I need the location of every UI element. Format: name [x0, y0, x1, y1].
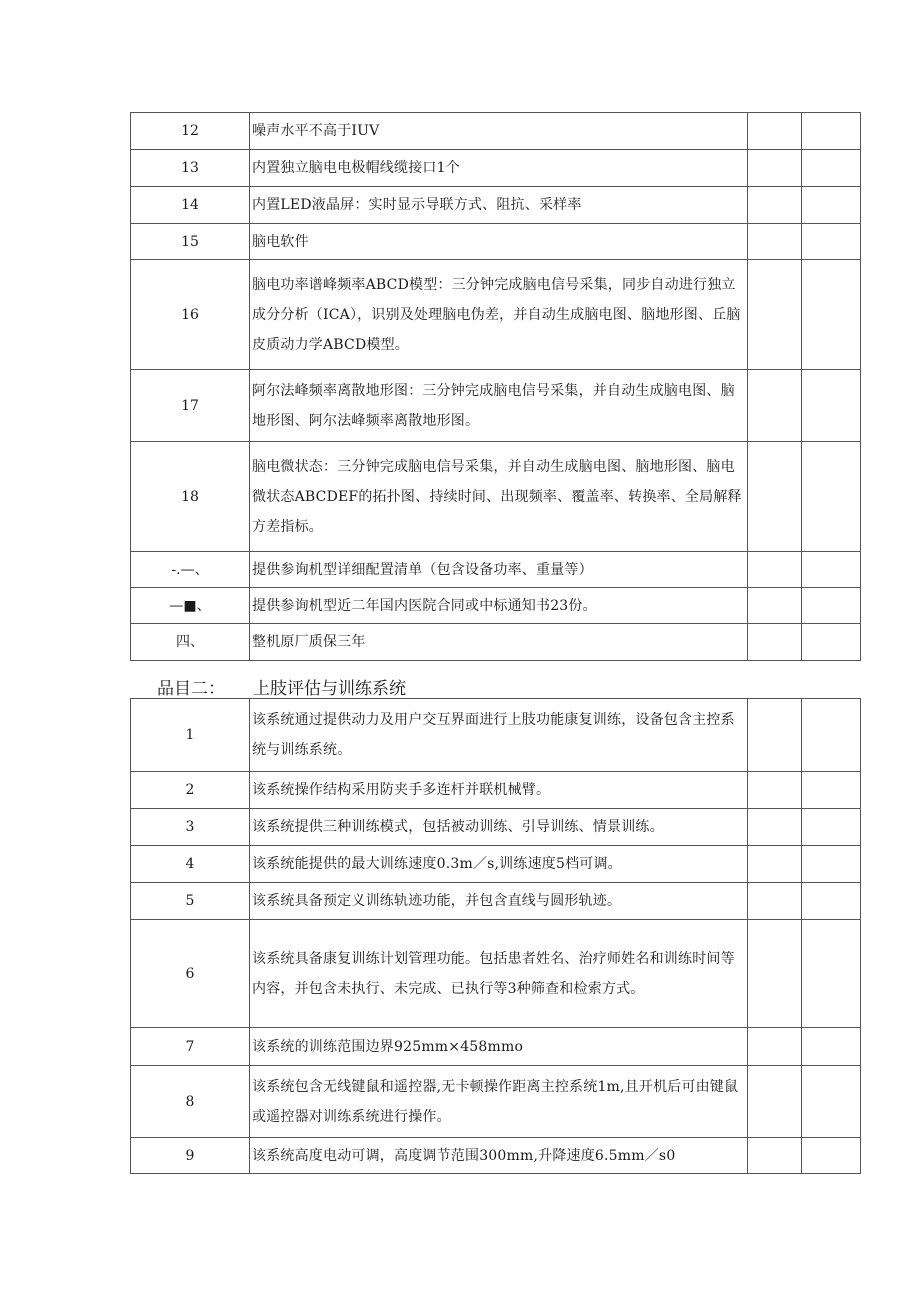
- row-text: 该系统通过提供动力及用户交互界面进行上肢功能康复训练，设备包含主控系统与训练系统。: [250, 699, 748, 772]
- blank-cell: [802, 699, 861, 772]
- row-number: 12: [131, 113, 250, 150]
- blank-cell: [802, 1138, 861, 1174]
- blank-cell: [802, 846, 861, 883]
- spec-table-part-a: [130, 112, 861, 661]
- row-text: 阿尔法峰频率离散地形图：三分钟完成脑电信号采集，并自动生成脑电图、脑地形图、阿尔法峰频率离散地形图。: [250, 370, 748, 442]
- section-heading: [130, 674, 860, 698]
- row-number: 2: [131, 772, 250, 809]
- blank-cell: [802, 150, 861, 187]
- row-text: 该系统具备康复训练计划管理功能。包括患者姓名、治疗师姓名和训练时间等内容，并包含未执行、未完成、已执行等3种筛查和检索方式。: [250, 920, 748, 1028]
- blank-cell: [802, 224, 861, 260]
- table-row: [131, 552, 861, 588]
- blank-cell: [802, 113, 861, 150]
- row-number: 7: [131, 1028, 250, 1066]
- row-number: 4: [131, 846, 250, 883]
- row-number: 5: [131, 883, 250, 920]
- blank-cell: [802, 1028, 861, 1066]
- row-number: 8: [131, 1066, 250, 1138]
- blank-cell: [802, 883, 861, 920]
- blank-cell: [748, 187, 802, 224]
- blank-cell: [748, 260, 802, 370]
- table-row: [131, 1138, 861, 1174]
- row-text: 该系统操作结构采用防夹手多连杆并联机械臂。: [250, 772, 748, 809]
- blank-cell: [748, 920, 802, 1028]
- row-number: 13: [131, 150, 250, 187]
- row-text: 该系统的训练范围边界925mm×458mmo: [250, 1028, 748, 1066]
- table-row: [131, 113, 861, 150]
- blank-cell: [802, 552, 861, 588]
- blank-cell: [748, 113, 802, 150]
- blank-cell: [748, 224, 802, 260]
- row-text: 提供参询机型近二年国内医院合同或中标通知书23份。: [250, 588, 748, 624]
- blank-cell: [748, 699, 802, 772]
- row-number: 3: [131, 809, 250, 846]
- blank-cell: [748, 809, 802, 846]
- blank-cell: [748, 588, 802, 624]
- table-row: [131, 150, 861, 187]
- table-row: [131, 187, 861, 224]
- row-text: 该系统包含无线键鼠和遥控器,无卡顿操作距离主控系统1m,且开机后可由键鼠或遥控器对训练系统进行操作。: [250, 1066, 748, 1138]
- row-text: 脑电功率谱峰频率ABCD模型：三分钟完成脑电信号采集，同步自动进行独立成分分析（ICA），识别及处理脑电伪差，并自动生成脑电图、脑地形图、丘脑皮质动力学ABCD模型。: [250, 260, 748, 370]
- blank-cell: [802, 1066, 861, 1138]
- blank-cell: [748, 846, 802, 883]
- table-row: [131, 809, 861, 846]
- blank-cell: [748, 552, 802, 588]
- blank-cell: [748, 883, 802, 920]
- blank-cell: [748, 1028, 802, 1066]
- section-title-text: 上肢评估与训练系统: [253, 679, 406, 699]
- blank-cell: [802, 920, 861, 1028]
- row-number: 9: [131, 1138, 250, 1174]
- table-row: [131, 224, 861, 260]
- table-row: [131, 1028, 861, 1066]
- blank-cell: [748, 150, 802, 187]
- blank-cell: [802, 588, 861, 624]
- table-row: [131, 772, 861, 809]
- table-row: [131, 370, 861, 442]
- row-text: 该系统能提供的最大训练速度0.3m／s,训练速度5档可调。: [250, 846, 748, 883]
- table-row: [131, 846, 861, 883]
- spec-table-part-b: [130, 698, 861, 1174]
- table-row: [131, 1066, 861, 1138]
- row-number: 15: [131, 224, 250, 260]
- row-text: 噪声水平不高于IUV: [250, 113, 748, 150]
- row-number: 16: [131, 260, 250, 370]
- blank-cell: [802, 442, 861, 552]
- row-text: 内置独立脑电电极帽线缆接口1个: [250, 150, 748, 187]
- blank-cell: [748, 370, 802, 442]
- blank-cell: [802, 624, 861, 661]
- row-text: 提供参询机型详细配置清单（包含设备功率、重量等）: [250, 552, 748, 588]
- row-text: 整机原厂质保三年: [250, 624, 748, 661]
- blank-cell: [748, 772, 802, 809]
- table-row: [131, 260, 861, 370]
- blank-cell: [802, 260, 861, 370]
- table-row: [131, 920, 861, 1028]
- blank-cell: [748, 442, 802, 552]
- section-label: 品目二：: [157, 679, 225, 699]
- row-text: 该系统具备预定义训练轨迹功能，并包含直线与圆形轨迹。: [250, 883, 748, 920]
- blank-cell: [802, 772, 861, 809]
- row-number: -.—、: [131, 552, 250, 588]
- blank-cell: [748, 1138, 802, 1174]
- row-number: 17: [131, 370, 250, 442]
- row-number: —■、: [131, 588, 250, 624]
- table-row: [131, 442, 861, 552]
- row-number: 18: [131, 442, 250, 552]
- row-number: 四、: [131, 624, 250, 661]
- row-number: 6: [131, 920, 250, 1028]
- row-text: 内置LED液晶屏：实时显示导联方式、阻抗、采样率: [250, 187, 748, 224]
- table-row: [131, 624, 861, 661]
- blank-cell: [748, 624, 802, 661]
- blank-cell: [802, 187, 861, 224]
- table-row: [131, 883, 861, 920]
- row-number: 1: [131, 699, 250, 772]
- table-row: [131, 699, 861, 772]
- blank-cell: [802, 809, 861, 846]
- row-text: 脑电软件: [250, 224, 748, 260]
- blank-cell: [748, 1066, 802, 1138]
- row-number: 14: [131, 187, 250, 224]
- row-text: 脑电微状态：三分钟完成脑电信号采集，并自动生成脑电图、脑地形图、脑电微状态ABCDEF的拓扑图、持续时间、出现频率、覆盖率、转换率、全局解释方差指标。: [250, 442, 748, 552]
- row-text: 该系统提供三种训练模式，包括被动训练、引导训练、情景训练。: [250, 809, 748, 846]
- blank-cell: [802, 370, 861, 442]
- row-text: 该系统高度电动可调，高度调节范围300mm,升降速度6.5mm／s0: [250, 1138, 748, 1174]
- table-row: [131, 588, 861, 624]
